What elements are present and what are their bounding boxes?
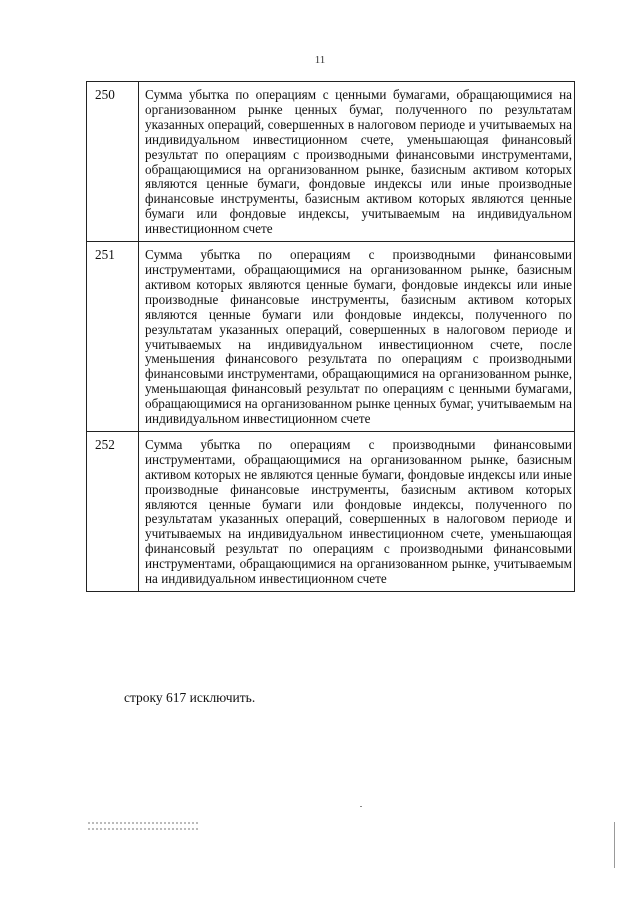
- edge-mark: [614, 822, 615, 868]
- table-row: [87, 82, 575, 242]
- line-codes-table: [86, 81, 575, 592]
- line-description: Сумма убытка по операциям с ценными бумагами, обращающимися на организованном рынке ценных бумаг, полученного по результатам указанных операций, совершенных в налоговом периоде и учитываемых на индивидуальном инвестиционном счете, уменьшающая финансовый результат по операциям с производными финансовыми инструментами, обращающимися на организованном рынке, базисным активом которых являются ценные бумаги, фондовые индексы или иные производные финансовые инструменты, базисным активом которых являются ценные бумаги или фондовые индексы, учитываемым на индивидуальном инвестиционном счете: [139, 82, 575, 242]
- line-description: Сумма убытка по операциям с производными финансовыми инструментами, обращающимися на организованном рынке, базисным активом которых не являются ценные бумаги, фондовые индексы или иные производные финансовые инструменты, базисным активом которых являются ценные бумаги или фондовые индексы, полученного по результатам указанных операций, совершенных в налоговом периоде и учитываемых на индивидуальном инвестиционном счете, уменьшающая финансовый результат по операциям с производными финансовыми инструментами, обращающимися на организованном рынке, учитываемым на индивидуальном инвестиционном счете: [139, 431, 575, 591]
- table-row: [87, 242, 575, 432]
- line-description: Сумма убытка по операциям с производными финансовыми инструментами, обращающимися на организованном рынке, базисным активом которых являются ценные бумаги, фондовые индексы или иные производные финансовые инструменты, базисным активом которых являются ценные бумаги или фондовые индексы, полученного по результатам указанных операций, совершенных в налоговом периоде и учитываемых на индивидуальном инвестиционном счете, после уменьшения финансового результата по операциям с производными финансовыми инструментами, обращающимися на организованном рынке, уменьшающая финансовый результат по операциям с ценными бумагами, обращающимися на организованном рынке ценных бумаг, учитываемым на индивидуальном инвестиционном счете: [139, 242, 575, 432]
- faded-stamp: [88, 822, 198, 842]
- page-number: 11: [314, 54, 326, 66]
- closing-instruction: строку 617 исключить.: [124, 690, 256, 705]
- line-code: 251: [87, 242, 139, 432]
- table-row: [87, 431, 575, 591]
- scan-speck: [360, 806, 362, 807]
- line-code: 250: [87, 82, 139, 242]
- line-code: 252: [87, 431, 139, 591]
